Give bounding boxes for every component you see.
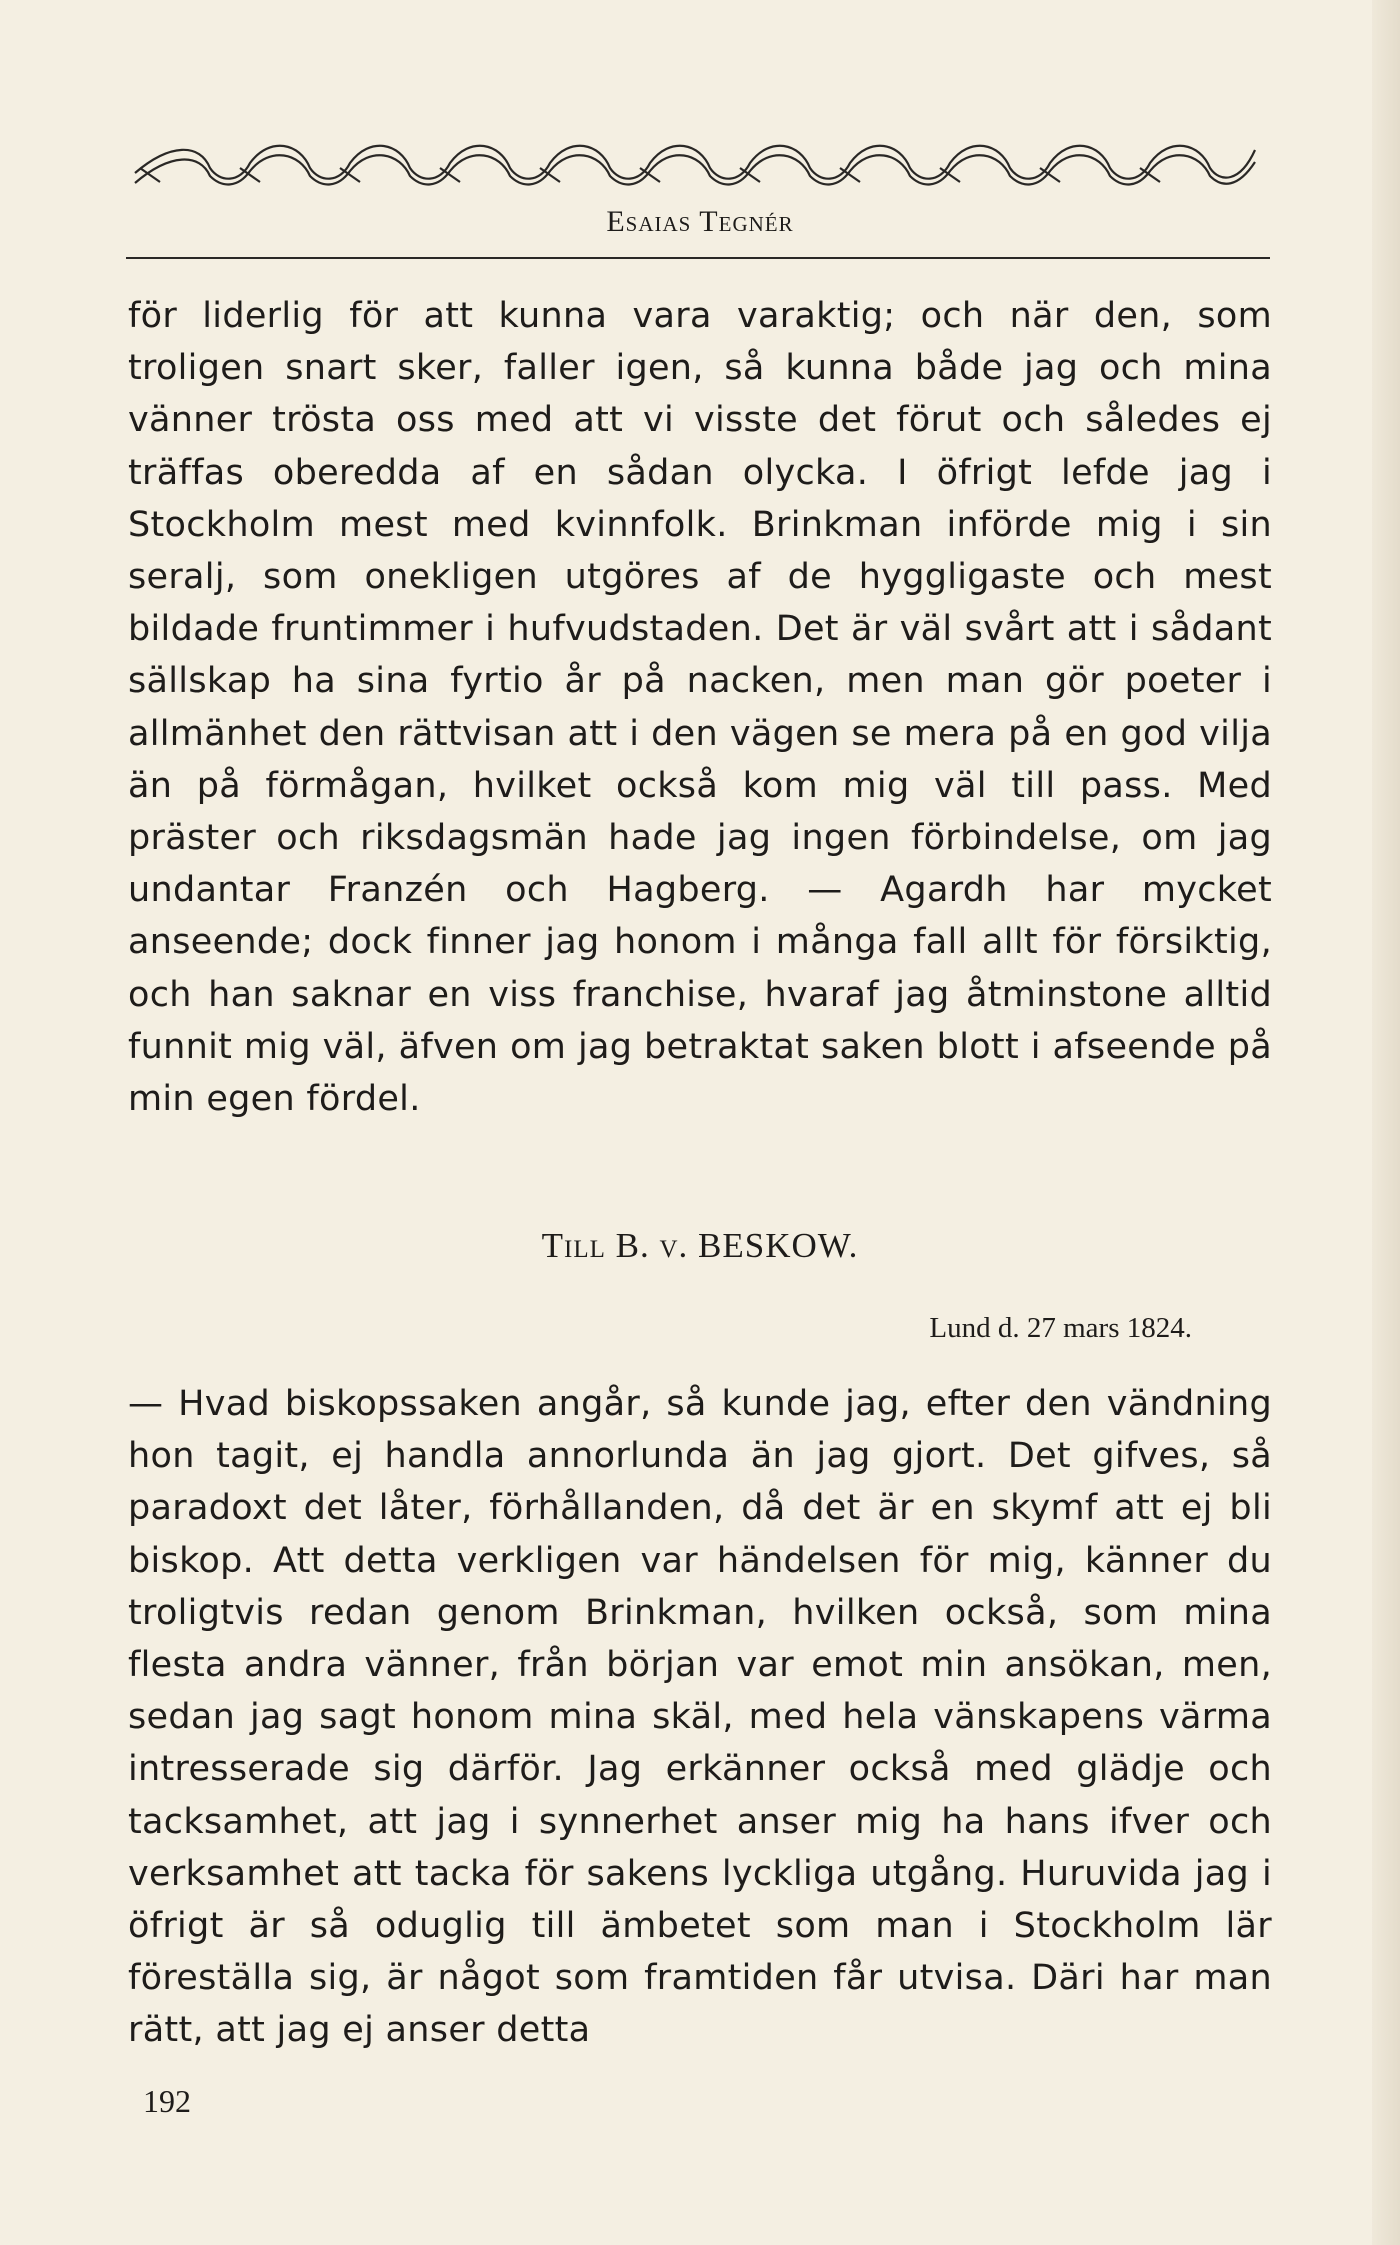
paragraph-block [128, 1378, 1272, 2057]
paragraph-block [128, 290, 1272, 1125]
page-number: 192 [143, 2083, 191, 2119]
page-edge-shadow [1372, 0, 1400, 2245]
paragraph-text: för liderlig för att kunna vara varaktig; och när den, som troligen snart sker, faller igen, så kunna både jag och mina vänner trösta oss med att vi visste det förut och således ej träffas oberedda af en sådan olycka. I öfrigt lefde jag i Stockholm mest med kvinnfolk. Brinkman införde mig i sin seralj, som onekligen utgöres af de hyggligaste och mest bildade fruntimmer i hufvudstaden. Det är väl svårt att i sådant sällskap ha sina fyrtio år på nacken, men man gör poeter i allmänhet den rättvisan att i den vägen se mera på en god vilja än på förmågan, hvilket också kom mig väl till pass. Med präster och riksdagsmän hade jag ingen förbindelse, om jag undantar Franzén och Hagberg. — Agardh har mycket anseende; dock finner jag honom i många fall allt för försiktig, och han saknar en viss franchise, hvaraf jag åtminstone alltid funnit mig väl, äfven om jag betraktat saken blott i afseende på min egen fördel. [128, 296, 1272, 1120]
letter-heading-prefix: Till B. v. [541, 1226, 689, 1265]
letter-dateline: Lund d. 27 mars 1824. [929, 1312, 1192, 1344]
paragraph-text: — Hvad biskopssaken angår, så kunde jag, efter den vändning hon tagit, ej handla annorlunda än jag gjort. Det gifves, så paradoxt det låter, förhållanden, då det är en skymf att ej bli biskop. Att detta verkligen var händelsen för mig, känner du troligtvis redan genom Brinkman, hvilken också, som mina flesta andra vänner, från början var emot min ansökan, men, sedan jag sagt honom mina skäl, med hela vänskapens värma intresserade sig därför. Jag erkänner också med glädje och tacksamhet, att jag i synnerhet anser mig ha hans ifver och verksamhet att tacka för sakens lyckliga utgång. Huruvida jag i öfrigt är så oduglig till ämbetet som man i Stockholm lär föreställa sig, är något som framtiden får utvisa. Däri har man rätt, att jag ej anser detta [128, 1384, 1272, 2051]
letter-heading [0, 1226, 1400, 1266]
running-head: Esaias Tegnér [606, 205, 794, 238]
letter-heading-name: BESKOW. [698, 1226, 859, 1265]
decorative-wave-ornament [130, 138, 1260, 188]
header-rule [126, 257, 1270, 259]
